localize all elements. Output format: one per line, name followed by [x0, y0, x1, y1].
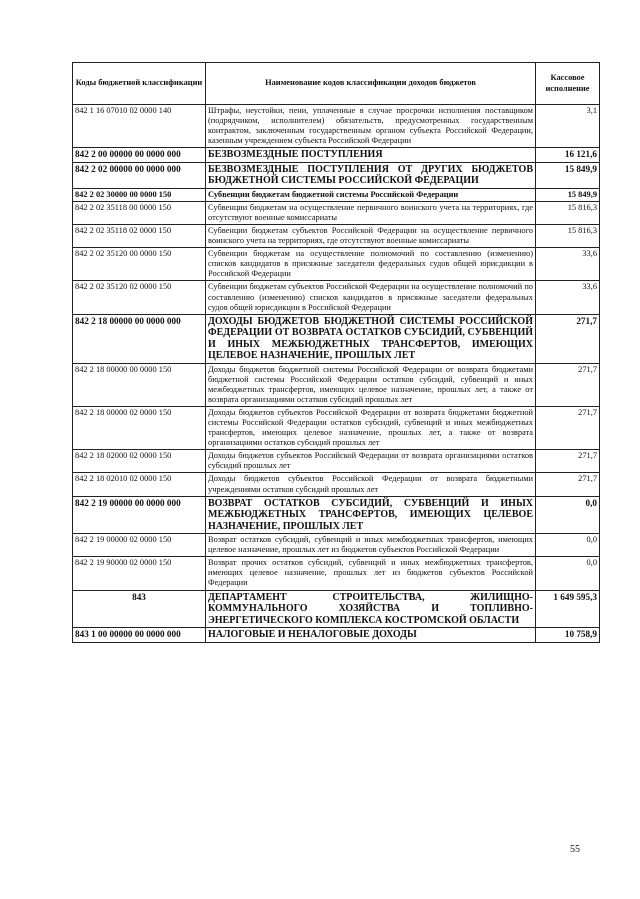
row-amount: 0,0	[536, 557, 600, 590]
header-cash-execution: Кассовое исполнение	[536, 63, 600, 105]
row-name: БЕЗВОЗМЕЗДНЫЕ ПОСТУПЛЕНИЯ	[206, 148, 536, 163]
table-row	[73, 148, 600, 163]
row-amount: 33,6	[536, 281, 600, 314]
row-code: 842 2 18 02010 02 0000 150	[73, 473, 206, 496]
row-amount: 271,7	[536, 406, 600, 449]
row-name: Субвенции бюджетам субъектов Российской Федерации на осуществление первичного воинского учета на территориях, где отсутствуют военные комиссариаты	[206, 225, 536, 248]
row-code: 842 2 00 00000 00 0000 000	[73, 148, 206, 163]
row-amount: 15 849,9	[536, 162, 600, 188]
row-amount: 3,1	[536, 105, 600, 148]
row-name: Субвенции бюджетам на осуществление полномочий по составлению (изменению) списков кандидатов в присяжные заседатели федеральных судов общей юрисдикции в Российской Федерации	[206, 248, 536, 281]
row-code: 842 1 16 07010 02 0000 140	[73, 105, 206, 148]
row-name: Доходы бюджетов субъектов Российской Федерации от возврата организациями остатков субсидий прошлых лет	[206, 450, 536, 473]
row-amount: 0,0	[536, 534, 600, 557]
row-code: 842 2 19 00000 00 0000 000	[73, 496, 206, 534]
table-row	[73, 281, 600, 314]
table-header-row	[73, 63, 600, 105]
row-code: 842 2 02 30000 00 0000 150	[73, 188, 206, 201]
row-code: 842 2 02 35120 00 0000 150	[73, 248, 206, 281]
row-name: ДОХОДЫ БЮДЖЕТОВ БЮДЖЕТНОЙ СИСТЕМЫ РОССИЙСКОЙ ФЕДЕРАЦИИ ОТ ВОЗВРАТА ОСТАТКОВ СУБСИДИЙ, СУБВЕНЦИЙ И ИНЫХ МЕЖБЮДЖЕТНЫХ ТРАНСФЕРТОВ, ИМЕЮЩИХ ЦЕЛЕВОЕ НАЗНАЧЕНИЕ, ПРОШЛЫХ ЛЕТ	[206, 314, 536, 363]
row-name: Доходы бюджетов бюджетной системы Российской Федерации от возврата бюджетами бюджетной системы Российской Федерации остатков субсидий, субвенций и иных межбюджетных трансфертов, имеющих целевое назначение, прошлых лет, а также от возврата организациями остатков субсидий прошлых лет	[206, 363, 536, 406]
row-amount: 271,7	[536, 473, 600, 496]
table-row	[73, 450, 600, 473]
row-amount: 15 816,3	[536, 225, 600, 248]
table-row	[73, 363, 600, 406]
table-row	[73, 105, 600, 148]
row-code: 842 2 02 00000 00 0000 000	[73, 162, 206, 188]
row-name: Возврат остатков субсидий, субвенций и иных межбюджетных трансфертов, имеющих целевое назначение, прошлых лет из бюджетов субъектов Российской Федерации	[206, 534, 536, 557]
row-name: НАЛОГОВЫЕ И НЕНАЛОГОВЫЕ ДОХОДЫ	[206, 628, 536, 643]
table-row	[73, 406, 600, 449]
table-row	[73, 248, 600, 281]
row-code: 842 2 19 00000 02 0000 150	[73, 534, 206, 557]
row-name: Субвенции бюджетам субъектов Российской Федерации на осуществление полномочий по составлению (изменению) списков кандидатов в присяжные заседатели федеральных судов общей юрисдикции в Российской Федерации	[206, 281, 536, 314]
row-code: 842 2 18 00000 00 0000 000	[73, 314, 206, 363]
row-code: 843 1 00 00000 00 0000 000	[73, 628, 206, 643]
table-row	[73, 314, 600, 363]
table-row	[73, 590, 600, 628]
table-row	[73, 557, 600, 590]
page-number: 55	[570, 844, 580, 855]
header-income-name: Наименование кодов классификации доходов бюджетов	[206, 63, 536, 105]
row-amount: 271,7	[536, 314, 600, 363]
row-code: 842 2 18 00000 00 0000 150	[73, 363, 206, 406]
row-name: ВОЗВРАТ ОСТАТКОВ СУБСИДИЙ, СУБВЕНЦИЙ И ИНЫХ МЕЖБЮДЖЕТНЫХ ТРАНСФЕРТОВ, ИМЕЮЩИХ ЦЕЛЕВОЕ НАЗНАЧЕНИЕ, ПРОШЛЫХ ЛЕТ	[206, 496, 536, 534]
budget-income-table	[72, 62, 600, 643]
row-name: Возврат прочих остатков субсидий, субвенций и иных межбюджетных трансфертов, имеющих целевое назначение, прошлых лет из бюджетов субъектов Российской Федерации	[206, 557, 536, 590]
row-code: 843	[73, 590, 206, 628]
row-name: Субвенции бюджетам на осуществление первичного воинского учета на территориях, где отсутствуют военные комиссариаты	[206, 201, 536, 224]
row-amount: 271,7	[536, 363, 600, 406]
row-amount: 10 758,9	[536, 628, 600, 643]
row-name: Штрафы, неустойки, пени, уплаченные в случае просрочки исполнения поставщиком (подрядчиком, исполнителем) обязательств, предусмотренных государственным контрактом, заключенным государственным органом субъекта Российской Федерации, казенным учреждением субъекта Российской Федерации	[206, 105, 536, 148]
table-row	[73, 225, 600, 248]
row-code: 842 2 18 02000 02 0000 150	[73, 450, 206, 473]
table-row	[73, 628, 600, 643]
table-body	[73, 105, 600, 643]
row-name: Субвенции бюджетам бюджетной системы Российской Федерации	[206, 188, 536, 201]
row-amount: 271,7	[536, 450, 600, 473]
row-code: 842 2 19 90000 02 0000 150	[73, 557, 206, 590]
row-code: 842 2 02 35120 02 0000 150	[73, 281, 206, 314]
table-row	[73, 188, 600, 201]
row-name: Доходы бюджетов субъектов Российской Федерации от возврата бюджетными учреждениями остатков субсидий прошлых лет	[206, 473, 536, 496]
row-amount: 1 649 595,3	[536, 590, 600, 628]
row-code: 842 2 18 00000 02 0000 150	[73, 406, 206, 449]
row-amount: 33,6	[536, 248, 600, 281]
row-amount: 16 121,6	[536, 148, 600, 163]
table-row	[73, 534, 600, 557]
row-amount: 15 816,3	[536, 201, 600, 224]
row-name: БЕЗВОЗМЕЗДНЫЕ ПОСТУПЛЕНИЯ ОТ ДРУГИХ БЮДЖЕТОВ БЮДЖЕТНОЙ СИСТЕМЫ РОССИЙСКОЙ ФЕДЕРАЦИИ	[206, 162, 536, 188]
row-name: Доходы бюджетов субъектов Российской Федерации от возврата бюджетами бюджетной системы Российской Федерации остатков субсидий, субвенций и иных межбюджетных трансфертов, имеющих целевое назначение, прошлых лет, а также от возврата организациями остатков субсидий прошлых лет	[206, 406, 536, 449]
row-name: ДЕПАРТАМЕНТ СТРОИТЕЛЬСТВА, ЖИЛИЩНО-КОММУНАЛЬНОГО ХОЗЯЙСТВА И ТОПЛИВНО-ЭНЕРГЕТИЧЕСКОГО КОМПЛЕКСА КОСТРОМСКОЙ ОБЛАСТИ	[206, 590, 536, 628]
table-row	[73, 162, 600, 188]
header-budget-codes: Коды бюджетной классификации	[73, 63, 206, 105]
row-code: 842 2 02 35118 00 0000 150	[73, 201, 206, 224]
table-row	[73, 201, 600, 224]
table-row	[73, 473, 600, 496]
row-code: 842 2 02 35118 02 0000 150	[73, 225, 206, 248]
row-amount: 15 849,9	[536, 188, 600, 201]
row-amount: 0,0	[536, 496, 600, 534]
table-row	[73, 496, 600, 534]
